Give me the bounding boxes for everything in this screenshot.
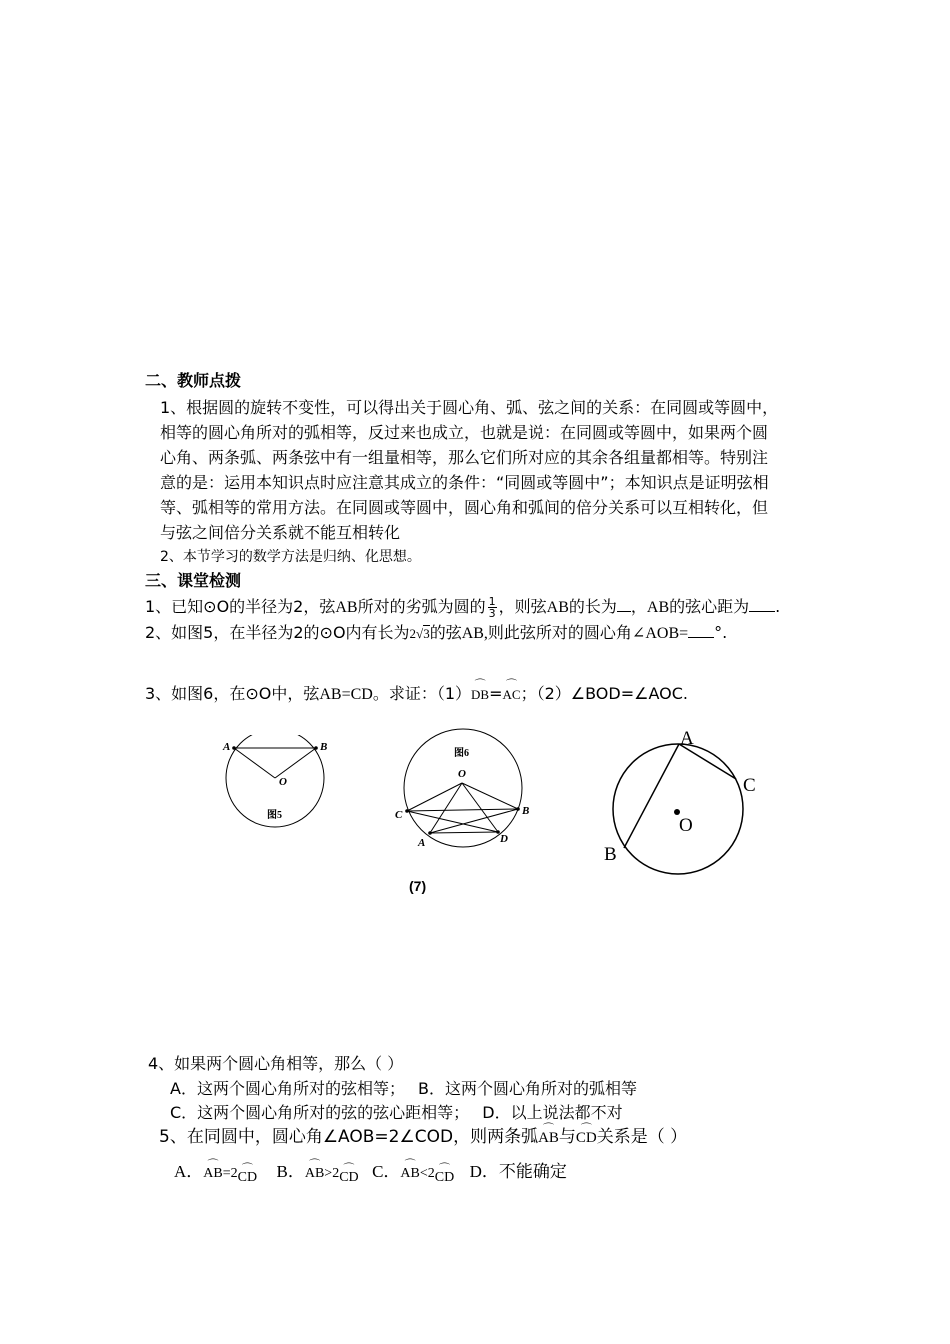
paragraph-line-1: 1、根据圆的旋转不变性，可以得出关于圆心角、弧、弦之间的关系：在同圆或等圆中， [160, 398, 779, 417]
option-b[interactable]: B．这两个圆心角所对的弧相等 [418, 1079, 638, 1098]
fraction-one-third: $\frac{1}{3}$ [488, 595, 496, 620]
paragraph-2: 2、本节学习的数学方法是归纳、化思想。 [160, 549, 421, 565]
option-c[interactable]: C．这两个圆心角所对的弦的弦心距相等； [170, 1103, 470, 1122]
question-2: 2、如图5，在半径为2的⊙O内有长为2√3的弦AB,则此弦所对的圆心角∠AOB= °. [145, 623, 728, 642]
q5-option-a[interactable]: A．⌒ AB=2⌒ CD [174, 1162, 257, 1182]
fig7-label-c: C [743, 775, 756, 796]
answer-blank-3[interactable] [688, 623, 714, 638]
question-5-stem: 5、在同圆中，圆心角∠AOB=2∠COD，则两条弧⌒ AB与⌒ CD关系是（ ） [159, 1124, 687, 1151]
paragraph-line-5: 等、弧相等的常用方法。在同圆或等圆中，圆心角和弧间的倍分关系可以互相转化，但 [160, 498, 769, 517]
section-3-title: 三、课堂检测 [145, 571, 242, 590]
section-2-title: 二、教师点拨 [145, 371, 242, 390]
fig6-label-b: B [522, 805, 530, 817]
fig6-label-c: C [395, 809, 403, 821]
fig7-label-b: B [604, 844, 617, 865]
fig7-caption: (7) [409, 878, 427, 894]
figure-7 [595, 722, 770, 877]
option-a[interactable]: A．这两个圆心角所对的弦相等； [170, 1079, 405, 1098]
paragraph-line-3: 心角、两条弧、两条弦中有一组量相等，那么它们所对应的其余各组量都相等。特别注 [160, 448, 769, 467]
fig6-label-a: A [418, 837, 426, 849]
question-1: 1、已知⊙O的半径为2，弦AB所对的劣弧为圆的 $\frac{1}{3}$ ，则弦AB的长为 ，AB的弦心距为 . [145, 595, 781, 620]
figure-5 [215, 735, 335, 830]
figure-6 [390, 725, 540, 850]
q5-option-d[interactable]: D．不能确定 [469, 1162, 567, 1182]
answer-blank-1[interactable] [617, 597, 631, 612]
answer-blank-2[interactable] [749, 597, 775, 612]
fig6-label-o: O [458, 768, 466, 780]
fig5-label-b: B [320, 741, 328, 753]
fig5-caption: 图5 [267, 810, 282, 821]
q5-option-b[interactable]: B．⌒ AB>2⌒ CD [277, 1162, 359, 1182]
option-d[interactable]: D．以上说法都不对 [482, 1103, 623, 1122]
fig5-label-o: O [279, 776, 287, 788]
fig6-caption: 图6 [454, 748, 469, 759]
fig5-label-a: A [223, 741, 231, 753]
fig6-label-d: D [500, 833, 508, 845]
question-5-options [174, 1159, 567, 1187]
q5-option-c[interactable]: C．⌒ AB<2⌒ CD [372, 1162, 454, 1182]
paragraph-line-6: 与弦之间倍分关系就不能互相转化 [160, 523, 401, 542]
paragraph-line-4: 意的是：运用本知识点时应注意其成立的条件：“同圆或等圆中”；本知识点是证明弦相 [160, 473, 769, 492]
question-3: 3、如图6，在⊙O中，弦AB=CD。求证：（1）⌒ DB=⌒ AC；（2）∠BOD=∠AOC. [145, 681, 688, 707]
fig7-label-o: O [679, 815, 693, 836]
question-4-stem: 4、如果两个圆心角相等，那么（ ） [148, 1054, 404, 1073]
fig7-label-a: A [680, 728, 694, 749]
question-4-options-ab [170, 1076, 637, 1101]
paragraph-line-2: 相等的圆心角所对的弧相等，反过来也成立，也就是说：在同圆或等圆中，如果两个圆 [160, 423, 769, 442]
